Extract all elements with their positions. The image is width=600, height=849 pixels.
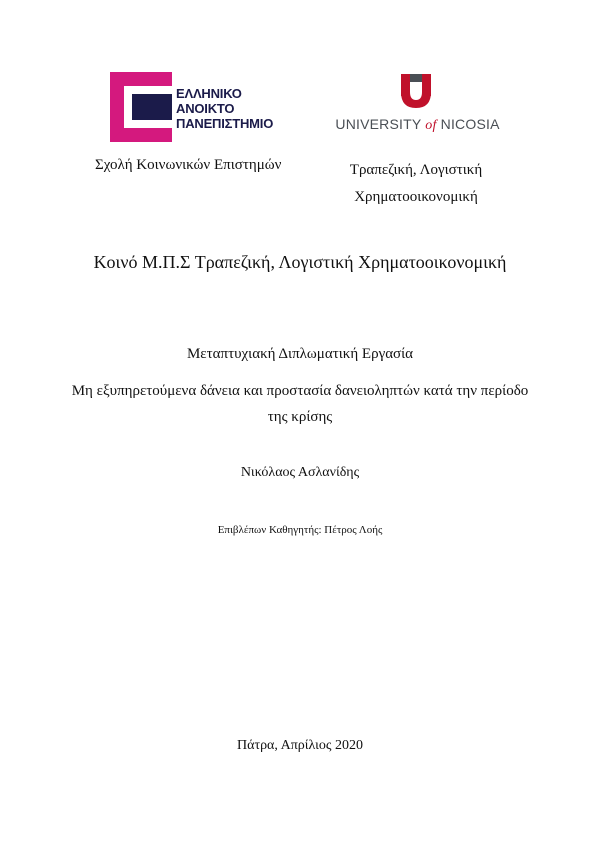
- department-name: [346, 157, 486, 211]
- place-and-date: Πάτρα, Απρίλιος 2020: [237, 738, 363, 753]
- unic-logo-text: [330, 116, 505, 134]
- eap-logo-line-1: ΕΛΛΗΝΙΚΟ: [176, 86, 242, 101]
- department-line-2: Χρηματοοικονομική: [354, 189, 478, 205]
- thesis-title: Μη εξυπηρετούμενα δάνεια και προστασία δανειοληπτών κατά την περίοδο της κρίσης: [71, 383, 529, 425]
- unic-text-of: of: [425, 118, 437, 133]
- thesis-type: Μεταπτυχιακή Διπλωματική Εργασία: [186, 346, 414, 362]
- eap-logo-line-3: ΠΑΝΕΠΙΣΤΗΜΙΟ: [176, 116, 274, 131]
- program-title: Κοινό Μ.Π.Σ Τραπεζική, Λογιστική Χρηματοοικονομική: [93, 252, 507, 272]
- unic-text-university: UNIVERSITY: [335, 116, 422, 132]
- eap-logo-text: [176, 86, 273, 131]
- eap-logo-line-2: ΑΝΟΙΚΤΟ: [176, 101, 235, 116]
- unic-logo-mark-icon: [401, 74, 431, 108]
- eap-logo-mark-icon: [110, 72, 172, 142]
- supervisor: Επιβλέπων Καθηγητής: Πέτρος Λοής: [217, 524, 383, 536]
- author-name: Νικόλαος Ασλανίδης: [240, 465, 360, 480]
- university-of-nicosia-logo: [330, 72, 505, 134]
- department-line-1: Τραπεζική, Λογιστική: [349, 162, 483, 178]
- unic-text-nicosia: NICOSIA: [440, 116, 500, 132]
- school-name: Σχολή Κοινωνικών Επιστημών: [95, 157, 282, 173]
- hellenic-open-university-logo: [110, 72, 290, 142]
